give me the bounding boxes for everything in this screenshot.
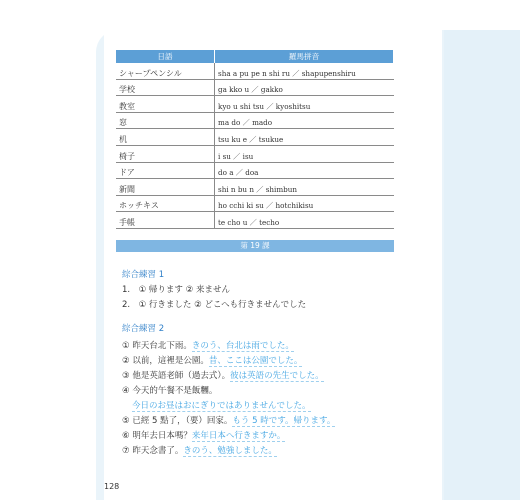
cell-romaji: te cho u ／ techo	[215, 212, 394, 229]
header-japanese: 日語	[116, 50, 215, 63]
table-row	[116, 96, 394, 113]
exercise-2-item	[122, 429, 285, 441]
cell-romaji: tsu ku e ／ tsukue	[215, 129, 394, 146]
exercise-1-line: 1. ① 帰ります ② 来ません	[122, 285, 230, 295]
item-prompt: ⑦ 昨天念書了。	[122, 446, 184, 456]
cell-japanese: 学校	[116, 79, 215, 96]
item-answer: 彼は英語の先生でした。	[230, 371, 324, 381]
item-answer: 昔、ここは公園でした。	[208, 356, 303, 366]
cell-romaji: do a ／ doa	[215, 162, 394, 179]
item-answer: きのう、勉強しました。	[183, 446, 277, 456]
item-answer: きのう、台北は雨でした。	[191, 341, 294, 351]
table-row	[116, 63, 394, 79]
item-answer: 今日のお昼はおにぎりではありませんでした。	[132, 401, 311, 411]
vocabulary-table	[116, 50, 394, 229]
table-row	[116, 79, 394, 96]
lesson-title-bar: 第 19 課	[116, 240, 394, 252]
item-answer: もう 5 時です。帰ります。	[232, 416, 336, 426]
exercise-2-item	[122, 369, 324, 381]
exercise-1-title: 綜合練習 1	[122, 270, 165, 280]
item-prompt: ④ 今天的午餐不是飯糰。	[122, 386, 218, 396]
exercise-2-item-continued	[132, 399, 311, 411]
cell-japanese: 新聞	[116, 179, 215, 196]
cell-japanese: 椅子	[116, 145, 215, 162]
cell-japanese: ホッチキス	[116, 195, 215, 212]
cell-japanese: 窓	[116, 112, 215, 129]
cell-japanese: 教室	[116, 96, 215, 113]
cell-romaji: i su ／ isu	[215, 145, 394, 162]
header-romaji: 羅馬拼音	[215, 50, 394, 63]
exercise-2-item	[122, 354, 302, 366]
table-row	[116, 179, 394, 196]
item-prompt: ② 以前，這裡是公園。	[122, 356, 209, 366]
exercise-2-item	[122, 339, 294, 351]
item-prompt: ⑥ 明年去日本嗎？	[122, 431, 192, 441]
table-row	[116, 129, 394, 146]
table-row	[116, 145, 394, 162]
cell-japanese: シャープペンシル	[116, 63, 215, 79]
item-answer: 来年日本へ行きますか。	[191, 431, 286, 441]
item-prompt: ③ 他是英語老師（過去式）。	[122, 371, 231, 381]
table-row	[116, 212, 394, 229]
exercise-2-item	[122, 414, 335, 426]
cell-japanese: 手帳	[116, 212, 215, 229]
cell-romaji: kyo u shi tsu ／ kyoshitsu	[215, 96, 394, 113]
page-number: 128	[104, 482, 120, 491]
table-row	[116, 195, 394, 212]
cell-japanese: 机	[116, 129, 215, 146]
exercise-2-item	[122, 384, 217, 396]
item-prompt: ① 昨天台北下雨。	[122, 341, 192, 351]
item-prompt: ⑤ 已經 5 點了，（要）回家。	[122, 416, 233, 426]
table-row	[116, 112, 394, 129]
table-header-row	[116, 50, 394, 63]
cell-romaji: ho cchi ki su ／ hotchikisu	[215, 195, 394, 212]
cell-romaji: ga kko u ／ gakko	[215, 79, 394, 96]
table-row	[116, 162, 394, 179]
cell-romaji: shi n bu n ／ shimbun	[215, 179, 394, 196]
exercise-2-title: 綜合練習 2	[122, 324, 165, 334]
exercise-1-line: 2. ① 行きました ② どこへも行きませんでした	[122, 300, 307, 310]
cell-romaji: ma do ／ mado	[215, 112, 394, 129]
exercise-2-item	[122, 444, 277, 456]
side-tab-stripe	[444, 30, 520, 500]
cell-romaji: sha a pu pe n shi ru ／ shapupenshiru	[215, 63, 394, 79]
cell-japanese: ドア	[116, 162, 215, 179]
